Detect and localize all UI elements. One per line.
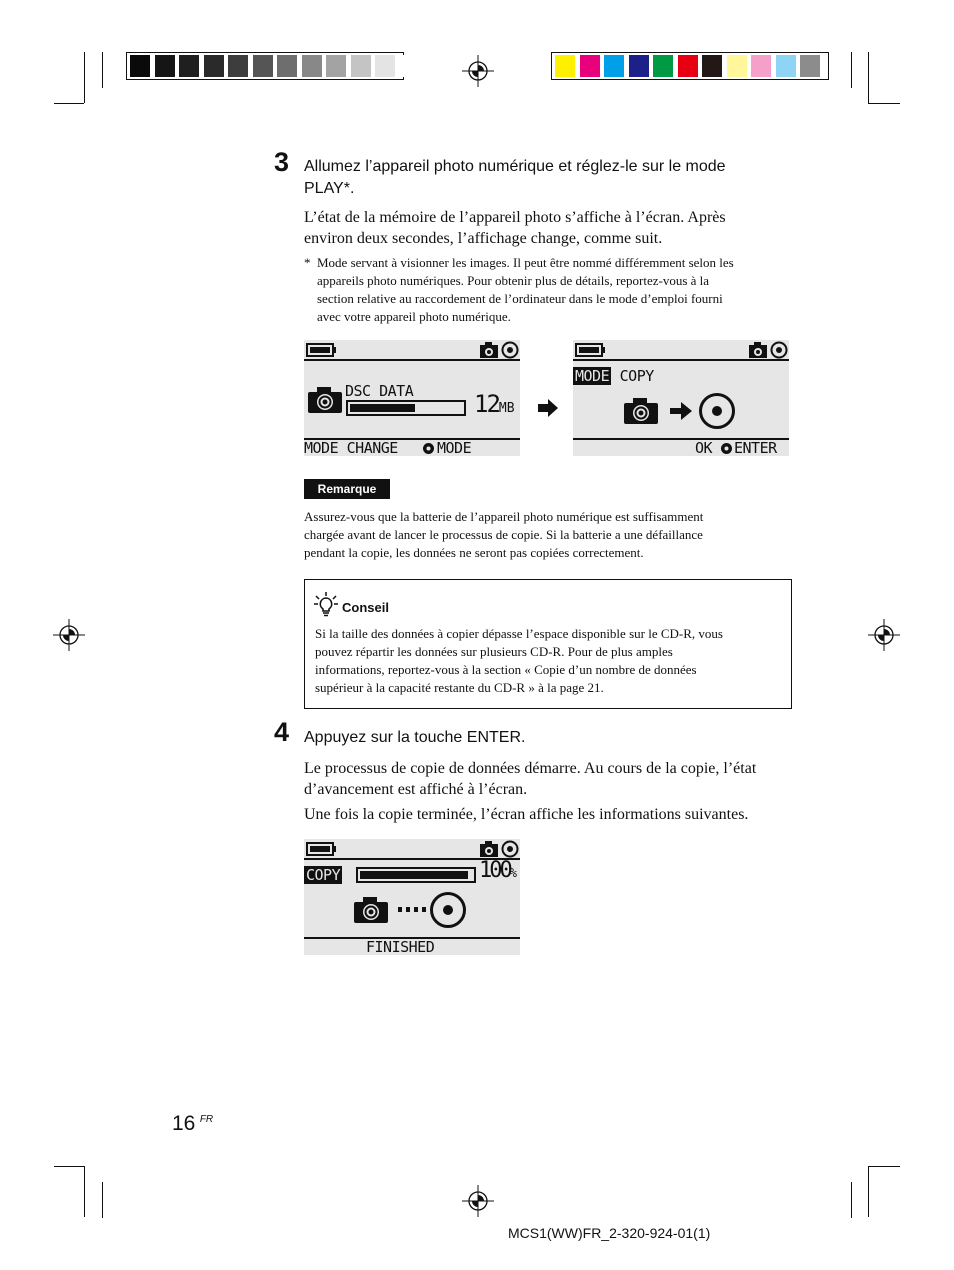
color-swatch bbox=[751, 55, 771, 77]
step-3-heading: Allumez l’appareil photo numérique et réglez-le sur le mode PLAY*. bbox=[304, 158, 726, 197]
footnote: * Mode servant à visionner les images. Il peut être nommé différemment selon les appareils photo numériques. Pour obtenir plus de détails, reportez-vous à la section relative au raccordement de l’ordinateur dans le mode d’emploi fourni avec votre appareil photo numérique. bbox=[304, 255, 734, 324]
step-4-number: 4 bbox=[274, 717, 290, 747]
color-swatch bbox=[555, 55, 575, 77]
note-body: Assurez-vous que la batterie de l’appareil photo numérique est suffisamment chargée avant de lancer le processus de copie. Si la batterie a une défaillance pendant la copie, les données ne seront pas copiées correctement. bbox=[304, 509, 704, 560]
registration-target-right-icon bbox=[868, 619, 900, 651]
lcd-screen-finished bbox=[304, 839, 520, 955]
copy-percent: 100% bbox=[479, 858, 517, 883]
gray-swatch bbox=[375, 55, 395, 77]
copy-progress-bar bbox=[356, 867, 476, 883]
gray-scale-bar bbox=[126, 52, 404, 80]
ok-label: OK bbox=[695, 439, 713, 456]
battery-icon bbox=[306, 342, 338, 358]
gray-swatch bbox=[302, 55, 322, 77]
cd-disc-icon bbox=[698, 392, 736, 430]
gray-swatch bbox=[228, 55, 248, 77]
jog-dial-icon bbox=[422, 442, 435, 455]
lightbulb-icon bbox=[314, 592, 338, 618]
camera-icon bbox=[306, 385, 344, 415]
camera-icon bbox=[352, 895, 390, 925]
registration-target-bottom-icon bbox=[462, 1185, 494, 1217]
gray-swatch bbox=[253, 55, 273, 77]
document-code: MCS1(WW)FR_2-320-924-01(1) bbox=[508, 1225, 711, 1241]
color-swatch bbox=[629, 55, 649, 77]
step-4-body-2: Une fois la copie terminée, l’écran affiche les informations suivantes. bbox=[304, 806, 749, 823]
copy-badge: COPY bbox=[306, 866, 341, 884]
registration-target-icon bbox=[462, 55, 494, 87]
gray-swatch bbox=[130, 55, 150, 77]
arrow-right-icon bbox=[537, 398, 559, 418]
gray-swatch bbox=[277, 55, 297, 77]
mode-change-label: MODE CHANGE bbox=[304, 439, 398, 456]
copy-progress-fill bbox=[360, 871, 468, 879]
lcd-top-rule bbox=[573, 359, 789, 361]
color-swatch bbox=[727, 55, 747, 77]
color-swatch bbox=[702, 55, 722, 77]
disc-small-icon bbox=[501, 840, 519, 858]
enter-label: ENTER bbox=[734, 439, 777, 456]
gray-swatch bbox=[204, 55, 224, 77]
jog-dial-icon bbox=[720, 442, 733, 455]
gray-swatch bbox=[326, 55, 346, 77]
step-3-number: 3 bbox=[274, 147, 290, 177]
disc-small-icon bbox=[501, 341, 519, 359]
color-swatch bbox=[678, 55, 698, 77]
registration-target-left-icon bbox=[53, 619, 85, 651]
color-bar bbox=[551, 52, 829, 80]
dsc-data-label: DSC DATA bbox=[345, 382, 414, 400]
memory-progress-bar bbox=[346, 400, 466, 416]
transfer-dots-icon bbox=[398, 907, 426, 913]
lcd-screen-copy-mode bbox=[573, 340, 789, 456]
color-swatch bbox=[604, 55, 624, 77]
gray-swatch bbox=[155, 55, 175, 77]
mode-badge: MODE COPY bbox=[575, 367, 654, 385]
color-swatch bbox=[653, 55, 673, 77]
battery-icon bbox=[306, 841, 338, 857]
step-4-body-1: Le processus de copie de données démarre. Au cours de la copie, l’état d’avancement est affiché à l’écran. bbox=[304, 760, 757, 798]
memory-progress-fill bbox=[350, 404, 415, 412]
disc-small-icon bbox=[770, 341, 788, 359]
color-swatch bbox=[580, 55, 600, 77]
color-swatch bbox=[800, 55, 820, 77]
arrow-right-icon bbox=[669, 401, 693, 421]
mode-label: MODE bbox=[437, 439, 472, 456]
battery-icon bbox=[575, 342, 607, 358]
lcd-top-rule bbox=[304, 359, 520, 361]
page-number: 16 $^{FR}$ bbox=[172, 1112, 214, 1135]
finished-label: FINISHED bbox=[366, 938, 435, 955]
cd-disc-icon bbox=[429, 891, 467, 929]
gray-swatch bbox=[400, 55, 420, 77]
step-4-heading: Appuyez sur la touche ENTER. bbox=[304, 729, 526, 746]
tip-title: Conseil bbox=[342, 600, 389, 615]
memory-size: 12MB bbox=[474, 390, 515, 418]
color-swatch bbox=[776, 55, 796, 77]
camera-icon bbox=[622, 396, 660, 426]
step-3-body: L’état de la mémoire de l’appareil photo s’affiche à l’écran. Après environ deux secondes, l’affichage change, comme suit. bbox=[304, 209, 726, 247]
footnote-mark: * bbox=[304, 255, 311, 270]
note-badge: Remarque bbox=[304, 479, 390, 499]
camera-small-icon bbox=[479, 341, 499, 359]
lcd-screen-memory-status bbox=[304, 340, 520, 456]
tip-box bbox=[304, 579, 792, 709]
camera-small-icon bbox=[479, 840, 499, 858]
camera-small-icon bbox=[748, 341, 768, 359]
tip-body: Si la taille des données à copier dépasse l’espace disponible sur le CD-R, vous pouvez répartir les données sur plusieurs CD-R. Pour de plus amples informations, reportez-vous à la section « Copie d’un nombre de données supérieur à la capacité restante du CD-R » à la page 21. bbox=[315, 626, 723, 695]
gray-swatch bbox=[179, 55, 199, 77]
gray-swatch bbox=[351, 55, 371, 77]
